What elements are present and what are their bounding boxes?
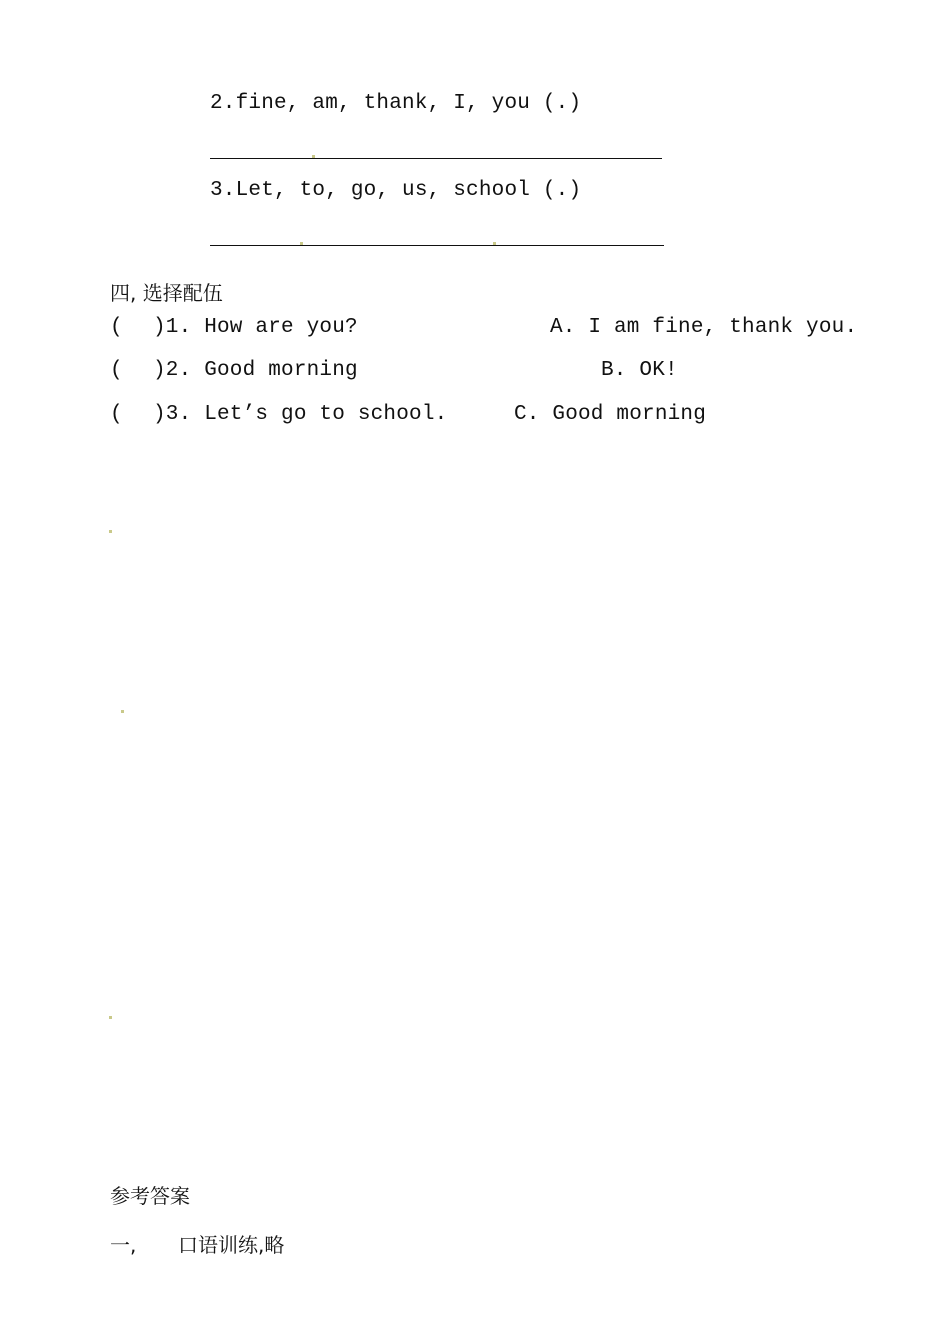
answer-1-number: 一, [110, 1233, 137, 1257]
scan-speck [109, 530, 112, 533]
match-row-1-question: )1. How are you? [153, 316, 358, 339]
question-2-words: 2.fine, am, thank, I, you (.) [210, 92, 582, 115]
section-4-heading: 四, 选择配伍 [110, 281, 223, 305]
scan-speck [300, 242, 303, 245]
scan-speck [312, 155, 315, 158]
match-option-a: A. I am fine, thank you. [550, 316, 858, 339]
match-row-1-paren: ( [110, 316, 123, 339]
scan-speck [121, 710, 124, 713]
scan-speck [109, 1016, 112, 1019]
scan-speck [493, 242, 496, 245]
match-row-3-question: )3. Let’s go to school. [153, 403, 448, 426]
match-row-2-paren: ( [110, 359, 123, 382]
question-3-words: 3.Let, to, go, us, school (.) [210, 179, 582, 202]
answer-line-3[interactable] [210, 245, 664, 246]
answer-line-2[interactable] [210, 158, 662, 159]
answer-key-heading: 参考答案 [110, 1184, 190, 1208]
match-row-3-paren: ( [110, 403, 123, 426]
match-option-b: B. OK! [601, 359, 678, 382]
match-option-c: C. Good morning [514, 403, 707, 426]
match-row-2-question: )2. Good morning [153, 359, 358, 382]
answer-1-text: 口语训练,略 [178, 1233, 285, 1257]
